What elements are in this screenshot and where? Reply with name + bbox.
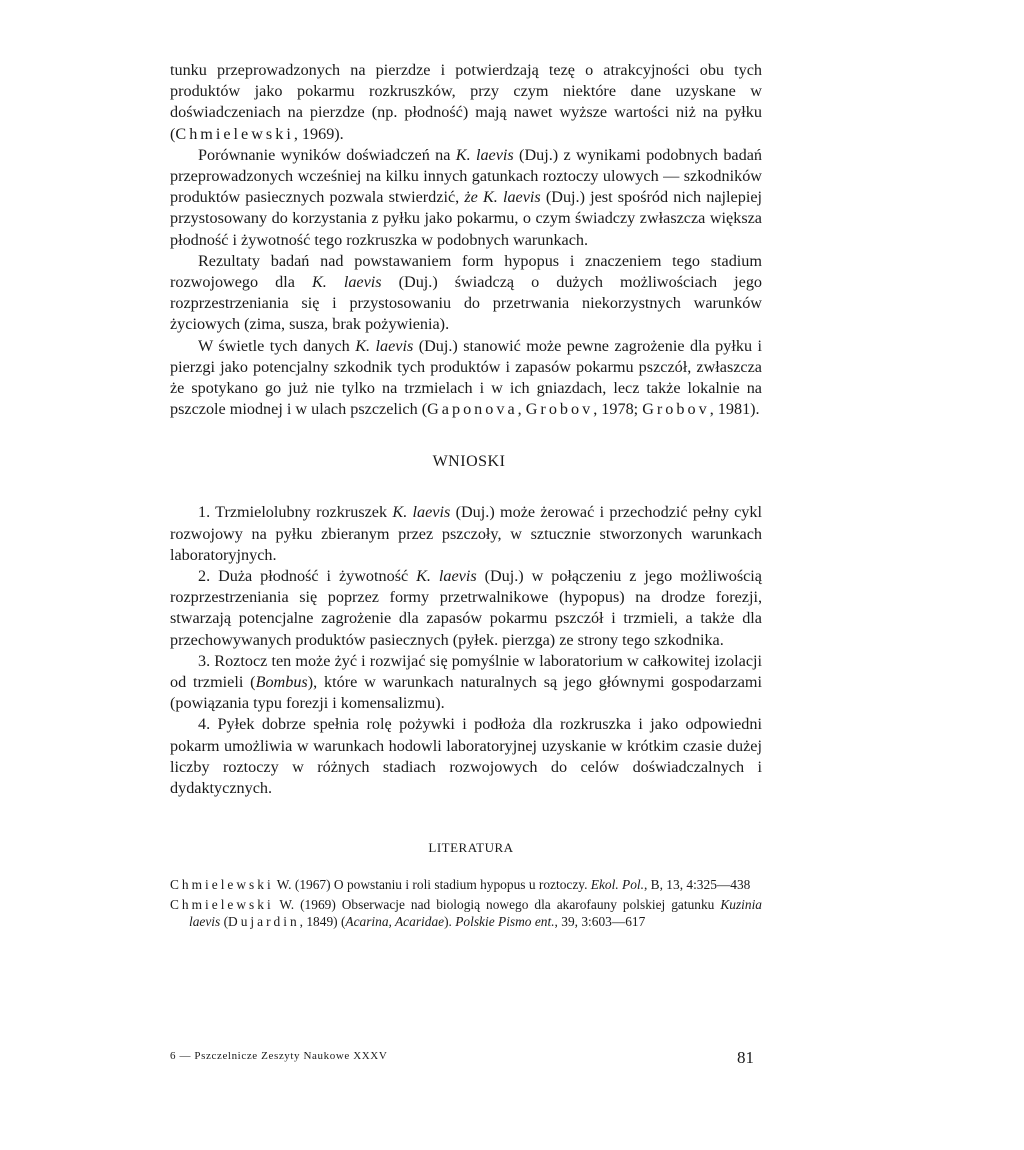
page-footer [170, 1046, 762, 1076]
conclusion-item: 2. Duża płodność i żywotność K. laevis (Duj.) w połączeniu z jego możliwością rozprzestrzeniania się poprzez formy przetrwalnikowe (hypopus) na drodze forezji, stwarzają potencjalne zagrożenie dla zapasów pokarmu pszczół i trzmieli, a także dla przechowywanych produktów pasiecznych (pyłek. pierzga) ze strony tego szkodnika. [170, 567, 762, 649]
conclusion-item: 4. Pyłek dobrze spełnia rolę pożywki i podłoża dla rozkruszka i jako odpowiedni pokarm umożliwia w warunkach hodowli laboratoryjnej uzyskanie w krótkim czasie dużej liczby roztoczy w różnych stadiach rozwojowych do celów doświadczalnych i dydaktycznych. [170, 715, 762, 798]
paragraph-2: Porównanie wyników doświadczeń na K. laevis (Duj.) z wynikami podobnych badań przeprowadzonych wcześniej na kilku innych gatunkach roztoczy ulowych — szkodników produktów pasiecznych pozwala stwierdzić, że K. laevis (Duj.) jest spośród nich najlepiej przystosowany do korzystania z pyłku jako pokarmu, o czym świadczy zwłaszcza większa płodność i żywotność tego rozkruszka w podobnych warunkach. [170, 145, 763, 249]
author-name: Chmielewski [175, 124, 294, 143]
conclusion-item: 3. Roztocz ten może żyć i rozwijać się pomyślnie w laboratorium w całkowitej izolacji od trzmieli (Bombus), które w warunkach naturalnych są jego głównymi gospodarzami (powiązania typu forezji i komensalizmu). [170, 651, 762, 713]
reference-entry: Chmielewski W. (1967) O powstaniu i roli stadium hypopus u roztoczy. Ekol. Pol., B, 13, 4:325—438 [170, 877, 751, 893]
paragraph-1: tunku przeprowadzonych na pierzdze i potwierdzają tezę o atrakcyjności obu tych produktów jako pokarmu rozkruszków, przy czym niektóre dane uzyskane w doświadczeniach na pierzdze (np. płodność) mają nawet wyższe wartości niż na pyłku (Chmielewski, 1969). [170, 61, 762, 143]
paragraph-3: Rezultaty badań nad powstawaniem form hypopus i znaczeniem tego stadium rozwojowego dla K. laevis (Duj.) świadczą o dużych możliwościach jego rozprzestrzeniania się i przystosowaniu do przetrwania niekorzystnych warunków życiowych (zima, susza, brak pożywienia). [170, 251, 763, 334]
reference-entry: Chmielewski W. (1969) Obserwacje nad biologią nowego dla akarofauny polskiej gatunku Kuzinia laevis (Dujardin, 1849) (Acarina, Acaridae). Polskie Pismo ent., 39, 3:603—617 [170, 896, 762, 929]
paragraph-4: W świetle tych danych K. laevis (Duj.) stanowić może pewne zagrożenie dla pyłku i pierzgi jako potencjalny szkodnik tych produktów i zapasów pokarmu pszczół, zwłaszcza że spotykano go już nie tylko na trzmielach i w ich gniazdach, lecz także lokalnie na pszczole miodnej i w ulach pszczelich (Gaponova, Grobov, 1978; Grobov, 1981). [170, 336, 762, 419]
page-number: 81 [737, 1048, 754, 1067]
page-text [170, 60, 762, 932]
section-heading-wnioski: WNIOSKI [432, 453, 506, 471]
section-heading-literatura: LITERATURA [428, 840, 514, 856]
conclusion-item: 1. Trzmielolubny rozkruszek K. laevis (Duj.) może żerować i przechodzić pełny cykl rozwojowy na pyłku zbieranym przez pszczoły, w sztucznie stworzonych warunkach laboratoryjnych. [170, 503, 762, 564]
journal-footer: 6 — Pszczelnicze Zeszyty Naukowe XXXV [170, 1050, 388, 1062]
